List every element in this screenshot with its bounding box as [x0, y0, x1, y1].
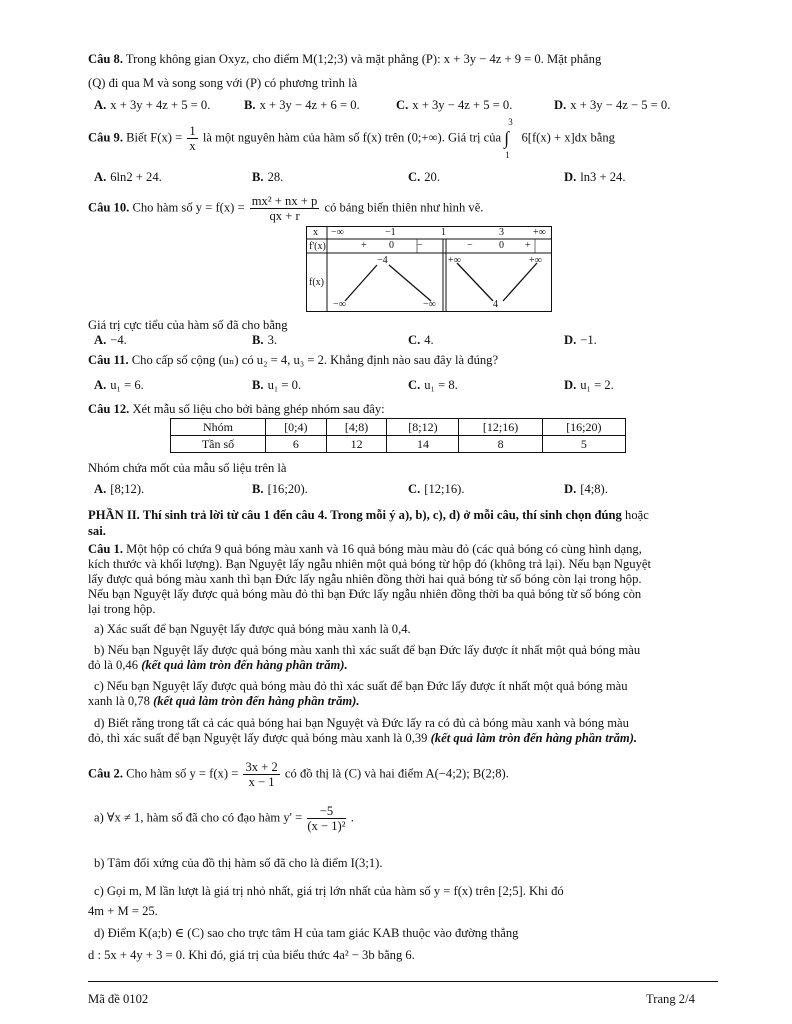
arrow-down-2 — [457, 263, 493, 301]
q2-statement-d-line2: d : 5x + 4y + 3 = 0. Khi đó, giá trị của biểu thức 4a² − 3b bằng 6. — [88, 948, 415, 962]
q2-fraction: $\frac{3x + 2}{x - 1}$ — [245, 760, 278, 789]
q2-derivative-fraction: $\frac{-5}{\text{(x − 1)²}}$ — [307, 804, 346, 833]
cau10-question: Giá trị cực tiểu của hàm số đã cho bằng — [88, 318, 288, 332]
cau10-fraction: $\frac{\text{mx² + nx + p}}{qx + r}$ — [251, 194, 318, 223]
table-cell: Tần số — [171, 436, 266, 453]
bbt-f-4: 4 — [493, 299, 498, 310]
cau9-option-b: B. 28. — [252, 170, 284, 184]
bbt-x-0: −∞ — [331, 227, 344, 238]
page-number: Trang 2/4 — [646, 992, 695, 1006]
footer-divider — [88, 981, 718, 982]
cau8-option-d: D. x + 3y − 4z − 5 = 0. — [554, 98, 671, 112]
cau12-option-d: D. [4;8). — [564, 482, 608, 496]
table-cell: [0;4) — [266, 419, 327, 436]
q2-statement-b: b) Tâm đối xứng của đồ thị hàm số đã cho là điểm I(3;1). — [94, 856, 383, 870]
variation-table — [306, 226, 552, 312]
q2-statement-c-line1: c) Gọi m, M lần lượt là giá trị nhỏ nhất, giá trị lớn nhất của hàm số y = f(x) trên [2;5]. Khi đó — [94, 884, 564, 898]
q2-statement-d-line1: d) Điểm K(a;b) ∈ (C) sao cho trực tâm H của tam giác KAB thuộc vào đường thẳng — [94, 926, 519, 940]
cau12-option-c: C. [12;16). — [408, 482, 465, 496]
q2-stem: Câu 2. Cho hàm số y = f(x) = $\frac{3x + 2}{x - 1}$ có đồ thị là (C) và hai điểm A(−4;2); B(2;8). — [88, 760, 509, 789]
cau9-stem: Câu 9. Biết F(x) = $\frac{1}{x}$ là một nguyên hàm của hàm số f(x) trên (0;+∞). Giá trị của 3 ∫ 1 6[f(x) + x]dx bằng — [88, 116, 615, 160]
table-cell: 12 — [326, 436, 387, 453]
table-cell: 14 — [387, 436, 459, 453]
cau10-option-c: C. 4. — [408, 333, 434, 347]
bbt-sign-3: − — [467, 240, 473, 251]
cau11-stem: Câu 11. Cho cấp số cộng (uₙ) có u₂ = 4, u₃ = 2. Khẳng định nào sau đây là đúng? — [88, 353, 499, 367]
arrow-up-2 — [503, 263, 537, 301]
table-cell: [12;16) — [459, 419, 542, 436]
cau11-option-a: A. u₁ = 6. — [94, 378, 144, 392]
cau9-option-d: D. ln3 + 24. — [564, 170, 626, 184]
table-cell: [8;12) — [387, 419, 459, 436]
bbt-sign-5: + — [525, 240, 531, 251]
cau11-option-d: D. u₁ = 2. — [564, 378, 614, 392]
q1-statement-c-line1: c) Nếu bạn Nguyệt lấy được quả bóng màu đỏ thì xác suất để bạn Đức lấy được ít nhất một quả bóng màu — [94, 679, 628, 693]
cau11-option-c: C. u₁ = 8. — [408, 378, 458, 392]
table-cell: 5 — [542, 436, 625, 453]
cau10-option-a: A. −4. — [94, 333, 127, 347]
cau9-option-c: C. 20. — [408, 170, 440, 184]
bbt-sign-1: 0 — [389, 240, 394, 251]
bbt-f-5: +∞ — [529, 255, 542, 266]
cau9-integral: 3 ∫ 1 — [504, 116, 513, 160]
q1-statement-a: a) Xác suất để bạn Nguyệt lấy được quả bóng màu xanh là 0,4. — [94, 622, 411, 636]
q1-statement-d-line1: d) Biết rằng trong tất cả các quả bóng hai bạn Nguyệt và Đức lấy ra có đủ cả bóng màu xanh và bóng màu — [94, 716, 629, 730]
bbt-f-1: −4 — [377, 255, 388, 266]
bbt-x-2: 1 — [441, 227, 446, 238]
bbt-label-fp: f'(x) — [309, 241, 326, 252]
table-cell: [16;20) — [542, 419, 625, 436]
cau12-stem: Câu 12. Xét mẫu số liệu cho bởi bảng ghép nhóm sau đây: — [88, 402, 385, 416]
table-row — [171, 436, 626, 453]
part2-title-line2: sai. — [88, 524, 106, 538]
bbt-f-3: +∞ — [448, 255, 461, 266]
bbt-f-2: −∞ — [423, 299, 436, 310]
q2-statement-c-line2: 4m + M = 25. — [88, 904, 158, 918]
cau11-option-b: B. u₁ = 0. — [252, 378, 302, 392]
q1-statement-b-line2: đỏ là 0,46 (kết quả làm tròn đến hàng phần trăm). — [88, 658, 348, 672]
q1-line1: Câu 1. Một hộp có chứa 9 quả bóng màu xanh và 16 quả bóng màu màu đỏ (các quả bóng có cùng hình dạng, — [88, 542, 642, 556]
bbt-x-4: +∞ — [533, 227, 546, 238]
cau10-option-b: B. 3. — [252, 333, 278, 347]
bbt-label-f: f(x) — [309, 277, 324, 288]
table-cell: Nhóm — [171, 419, 266, 436]
frequency-table — [170, 418, 626, 453]
cau10-option-d: D. −1. — [564, 333, 597, 347]
arrow-up-1 — [345, 265, 377, 301]
table-row — [171, 419, 626, 436]
cau8-stem-line2: (Q) đi qua M và song song với (P) có phương trình là — [88, 76, 358, 90]
q2-statement-a: a) ∀x ≠ 1, hàm số đã cho có đạo hàm y' = $\frac{-5}{\text{(x − 1)²}}$ . — [94, 804, 354, 833]
bbt-sign-0: + — [361, 240, 367, 251]
table-cell: 6 — [266, 436, 327, 453]
bbt-x-3: 3 — [499, 227, 504, 238]
q1-line5: lại trong hộp. — [88, 602, 156, 616]
cau8-option-c: C. x + 3y − 4z + 5 = 0. — [396, 98, 513, 112]
table-cell: [4;8) — [326, 419, 387, 436]
cau8-option-a: A. x + 3y + 4z + 5 = 0. — [94, 98, 211, 112]
bbt-f-0: −∞ — [333, 299, 346, 310]
exam-code: Mã đề 0102 — [88, 992, 149, 1006]
cau10-stem: Câu 10. Cho hàm số y = f(x) = $\frac{\text{mx² + nx + p}}{qx + r}$ có bảng biến thiên như hình vẽ. — [88, 194, 484, 223]
q1-line4: Nếu bạn Nguyệt lấy được quả bóng màu đỏ thì bạn Đức lấy ngẫu nhiên đồng thời ba quả bóng từ số bóng còn — [88, 587, 642, 601]
cau12-option-b: B. [16;20). — [252, 482, 308, 496]
cau8-option-b: B. x + 3y − 4z + 6 = 0. — [244, 98, 360, 112]
q1-line3: lấy được quả bóng màu xanh thì bạn Đức lấy ngẫu nhiên đồng thời hai quả bóng từ số bóng còn lại trong hộp. — [88, 572, 642, 586]
cau12-question: Nhóm chứa mốt của mẫu số liệu trên là — [88, 461, 287, 475]
q1-statement-c-line2: xanh là 0,78 (kết quả làm tròn đến hàng phần trăm). — [88, 694, 360, 708]
table-cell: 8 — [459, 436, 542, 453]
bbt-x-1: −1 — [385, 227, 396, 238]
cau12-option-a: A. [8;12). — [94, 482, 145, 496]
q1-statement-d-line2: đỏ, thì xác suất để bạn Nguyệt lấy được quả bóng màu xanh là 0,39 (kết quả làm tròn đến hàng phần trăm). — [88, 731, 638, 745]
cau9-fraction: $\frac{1}{x}$ — [189, 124, 196, 153]
part2-title: PHẦN II. Thí sinh trả lời từ câu 1 đến câu 4. Trong mỗi ý a), b), c), d) ở mỗi câu, thí sinh chọn đúng hoặc — [88, 508, 649, 522]
q1-statement-b-line1: b) Nếu bạn Nguyệt lấy được quả bóng màu xanh thì xác suất để bạn Đức lấy được ít nhất một quả bóng màu — [94, 643, 641, 657]
bbt-sign-2: − — [417, 240, 423, 251]
bbt-label-x: x — [313, 227, 318, 238]
bbt-sign-4: 0 — [499, 240, 504, 251]
q1-line2: kích thước và khối lượng). Bạn Nguyệt lấy ngẫu nhiên một quả bóng từ hộp đó (không trả lại). Nếu bạn Nguyệt — [88, 557, 651, 571]
cau9-option-a: A. 6ln2 + 24. — [94, 170, 162, 184]
cau8-stem-line1: Câu 8. Trong không gian Oxyz, cho điểm M(1;2;3) và mặt phẳng (P): x + 3y − 4z + 9 = 0. Mặt phẳng — [88, 52, 602, 66]
arrow-down-1 — [389, 265, 431, 301]
